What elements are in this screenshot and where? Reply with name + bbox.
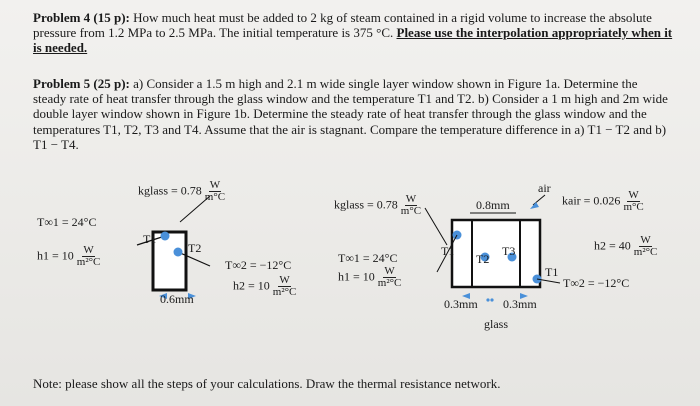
fig-a-h1: h1 = 10 $\frac{W}{\text{m²°C}}$ xyxy=(37,244,101,268)
problem-4-text: How much heat must be added to 2 kg of steam contained in a rigid volume to increase the absolute pressure from 1.2 MPa to 2.5 MPa. The initial temperature is 375 °C. xyxy=(33,10,652,41)
fig-b-t2-label: T2 xyxy=(476,252,490,266)
fig-b-k-air: kair = 0.026 $\frac{W}{m^\circ C}$ xyxy=(562,189,644,213)
fig-b-t4-label: T1 xyxy=(545,265,559,279)
problem-4-emphasis: Please use the interpolation appropriately when it is needed. xyxy=(33,25,673,56)
fig-a-thickness: 0.6mm xyxy=(160,292,194,306)
fig-b-glass-left: 0.3mm xyxy=(444,297,478,311)
fig-b-t1-label: T1 xyxy=(441,244,455,258)
fig-b-gap: 0.8mm xyxy=(476,198,510,212)
fig-b-glass-right: 0.3mm xyxy=(503,297,537,311)
fig-a-t2-label: T2 xyxy=(188,241,202,255)
fig-a-h2: h2 = 10 $\frac{W}{\text{m²°C}}$ xyxy=(233,274,297,298)
fig-b-air: air xyxy=(538,181,551,195)
problem-5-text: a) Consider a 1.5 m high and 2.1 m wide single layer window shown in Figure 1a. Determine the steady rate of heat transfer through the glass window and the temperature T1 and T2. b) Consider a 1 m high and 2m wide double layer window shown in Figure 1b. Determine the steady rate of heat transfer through the glass window and the temperatures T1, T2, T3 and T4. Assume that the air is stagnant. Compare the temperature difference in a) T1 − T2 and b) T1 − T4. xyxy=(33,76,668,152)
fig-b-h1: h1 = 10 $\frac{W}{\text{m²°C}}$ xyxy=(338,265,402,289)
fig-b-t3-label: T3 xyxy=(502,244,516,258)
fig-a-t1-label: T1 xyxy=(143,232,157,246)
problem-4-heading: Problem 4 (15 p): xyxy=(33,10,130,25)
fig-b-h2: h2 = 40 $\frac{W}{\text{m²°C}}$ xyxy=(594,234,658,258)
fig-b-glass-label: glass xyxy=(484,317,508,331)
fig-b-t-inf2: T∞2 = −12°C xyxy=(563,276,630,290)
fig-b-k-glass: kglass = 0.78 $\frac{W}{m^\circ C}$ xyxy=(334,193,422,217)
fig-a-t-inf1: T∞1 = 24°C xyxy=(37,215,97,229)
problem-5-heading: Problem 5 (25 p): xyxy=(33,76,130,91)
fig-a-t-inf2: T∞2 = −12°C xyxy=(225,258,292,272)
fig-b-t-inf1: T∞1 = 24°C xyxy=(338,251,398,265)
fig-a-k-glass: kglass = 0.78 $\frac{W}{m^\circ C}$ xyxy=(138,179,226,203)
note: Note: please show all the steps of your calculations. Draw the thermal resistance network. xyxy=(33,376,501,391)
